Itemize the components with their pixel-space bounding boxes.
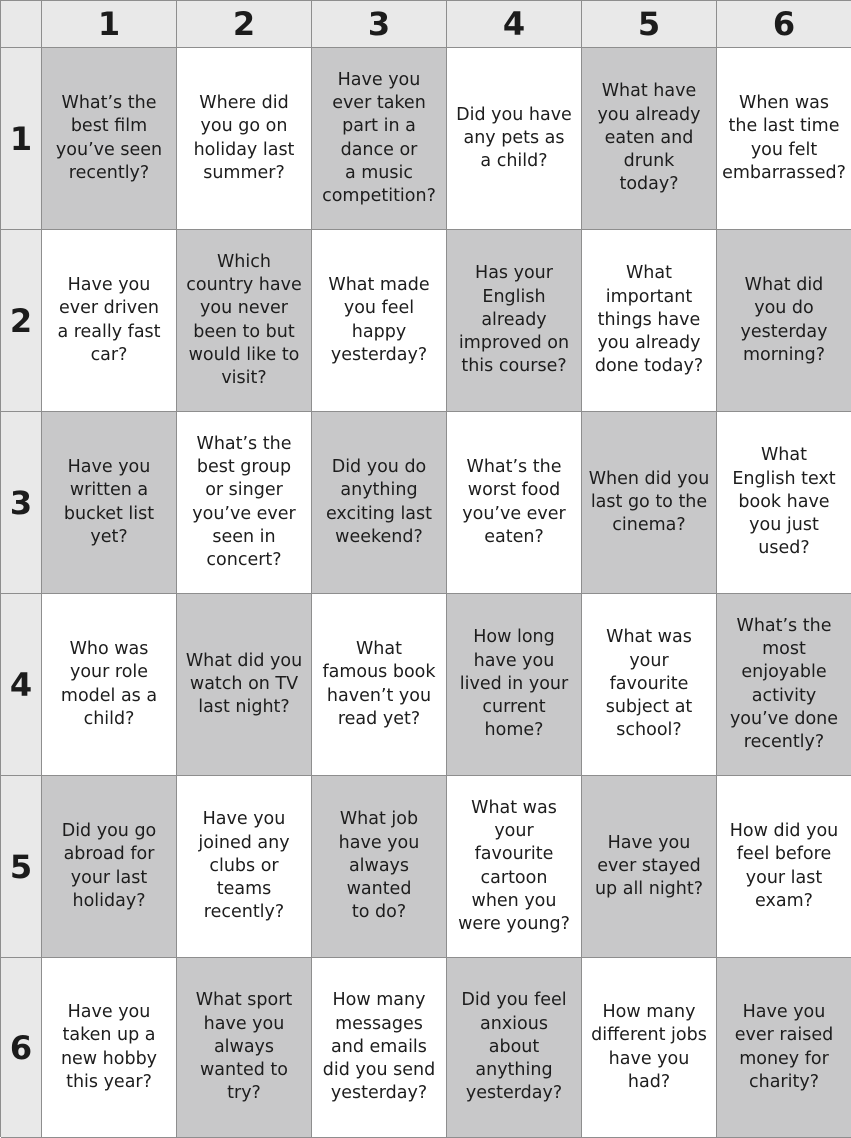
question-text: What was your favourite cartoon when you were young? <box>458 797 570 934</box>
question-text: What English text book have you just used? <box>732 445 836 559</box>
question-text: Have you ever raised money for charity? <box>734 1002 834 1092</box>
question-text: What famous book haven’t you read yet? <box>322 639 436 729</box>
question-cell <box>582 230 717 412</box>
question-text: How many different jobs have you had? <box>591 1002 707 1092</box>
question-text: What have you already eaten and drunk today? <box>597 81 701 195</box>
question-cell <box>717 230 851 412</box>
column-header-2: 2 <box>177 1 312 48</box>
question-cell <box>42 776 177 958</box>
question-cell <box>582 594 717 776</box>
question-cell <box>582 48 717 230</box>
question-cell <box>177 958 312 1138</box>
question-cell <box>447 412 582 594</box>
question-text: What job have you always wanted to do? <box>338 809 420 923</box>
question-text: Did you have any pets as a child? <box>456 104 572 172</box>
question-text: What’s the best group or singer you’ve ever seen in concert? <box>192 433 296 570</box>
column-header-4: 4 <box>447 1 582 48</box>
question-cell <box>42 230 177 412</box>
question-text: How many messages and emails did you send yesterday? <box>322 990 436 1104</box>
column-header-3: 3 <box>312 1 447 48</box>
question-cell <box>177 230 312 412</box>
question-text: Did you do anything exciting last weekend? <box>325 457 433 547</box>
question-cell <box>42 958 177 1138</box>
question-cell <box>312 412 447 594</box>
question-cell <box>582 776 717 958</box>
question-text: What sport have you always wanted to try? <box>195 990 293 1104</box>
question-cell <box>312 958 447 1138</box>
question-text: Which country have you never been to but would like to visit? <box>186 251 302 388</box>
question-text: When was the last time you felt embarrassed? <box>722 93 846 183</box>
column-header-1: 1 <box>42 1 177 48</box>
question-cell <box>717 412 851 594</box>
row-header-3: 3 <box>1 412 42 594</box>
question-text: Did you go abroad for your last holiday? <box>61 821 157 911</box>
row-header-2: 2 <box>1 230 42 412</box>
question-text: What important things have you already done today? <box>594 263 704 377</box>
column-header-5: 5 <box>582 1 717 48</box>
question-cell <box>447 958 582 1138</box>
question-text: Have you taken up a new hobby this year? <box>60 1002 158 1092</box>
question-text: What’s the most enjoyable activity you’ve done recently? <box>729 615 839 752</box>
question-text: Who was your role model as a child? <box>60 639 158 729</box>
question-text: What made you feel happy yesterday? <box>328 275 430 365</box>
question-text: What did you watch on TV last night? <box>185 650 303 718</box>
question-text: What’s the best film you’ve seen recently? <box>55 93 163 183</box>
question-cell <box>447 776 582 958</box>
question-text: How long have you lived in your current home? <box>459 627 569 741</box>
question-cell <box>312 776 447 958</box>
question-cell <box>447 594 582 776</box>
question-cell <box>42 412 177 594</box>
question-text: What was your favourite subject at school? <box>605 627 693 741</box>
question-text: When did you last go to the cinema? <box>588 468 710 536</box>
question-cell <box>717 594 851 776</box>
question-text: Have you written a bucket list yet? <box>63 457 155 547</box>
row-header-1: 1 <box>1 48 42 230</box>
question-cell <box>312 230 447 412</box>
question-text: Did you feel anxious about anything yesterday? <box>461 990 567 1104</box>
question-cell <box>312 48 447 230</box>
corner-cell <box>1 1 42 48</box>
question-text: Where did you go on holiday last summer? <box>193 93 295 183</box>
question-cell <box>177 412 312 594</box>
question-text: Have you ever driven a really fast car? <box>57 275 161 365</box>
row-header-4: 4 <box>1 594 42 776</box>
question-text: Have you joined any clubs or teams recently? <box>198 809 290 923</box>
question-text: What did you do yesterday morning? <box>740 275 828 365</box>
question-cell <box>717 958 851 1138</box>
question-text: Have you ever taken part in a dance or a music competition? <box>322 69 436 206</box>
question-cell <box>42 594 177 776</box>
question-cell <box>177 594 312 776</box>
column-header-6: 6 <box>717 1 851 48</box>
question-cell <box>582 958 717 1138</box>
question-text: How did you feel before your last exam? <box>729 821 839 911</box>
question-cell <box>447 230 582 412</box>
question-cell <box>42 48 177 230</box>
row-header-5: 5 <box>1 776 42 958</box>
question-cell <box>717 776 851 958</box>
question-cell <box>447 48 582 230</box>
row-header-6: 6 <box>1 958 42 1138</box>
question-cell <box>177 776 312 958</box>
question-cell <box>312 594 447 776</box>
question-text: Has your English already improved on this course? <box>458 263 570 377</box>
question-cell <box>177 48 312 230</box>
question-cell <box>717 48 851 230</box>
question-text: Have you ever stayed up all night? <box>594 832 704 900</box>
question-cell <box>582 412 717 594</box>
question-text: What’s the worst food you’ve ever eaten? <box>462 457 566 547</box>
